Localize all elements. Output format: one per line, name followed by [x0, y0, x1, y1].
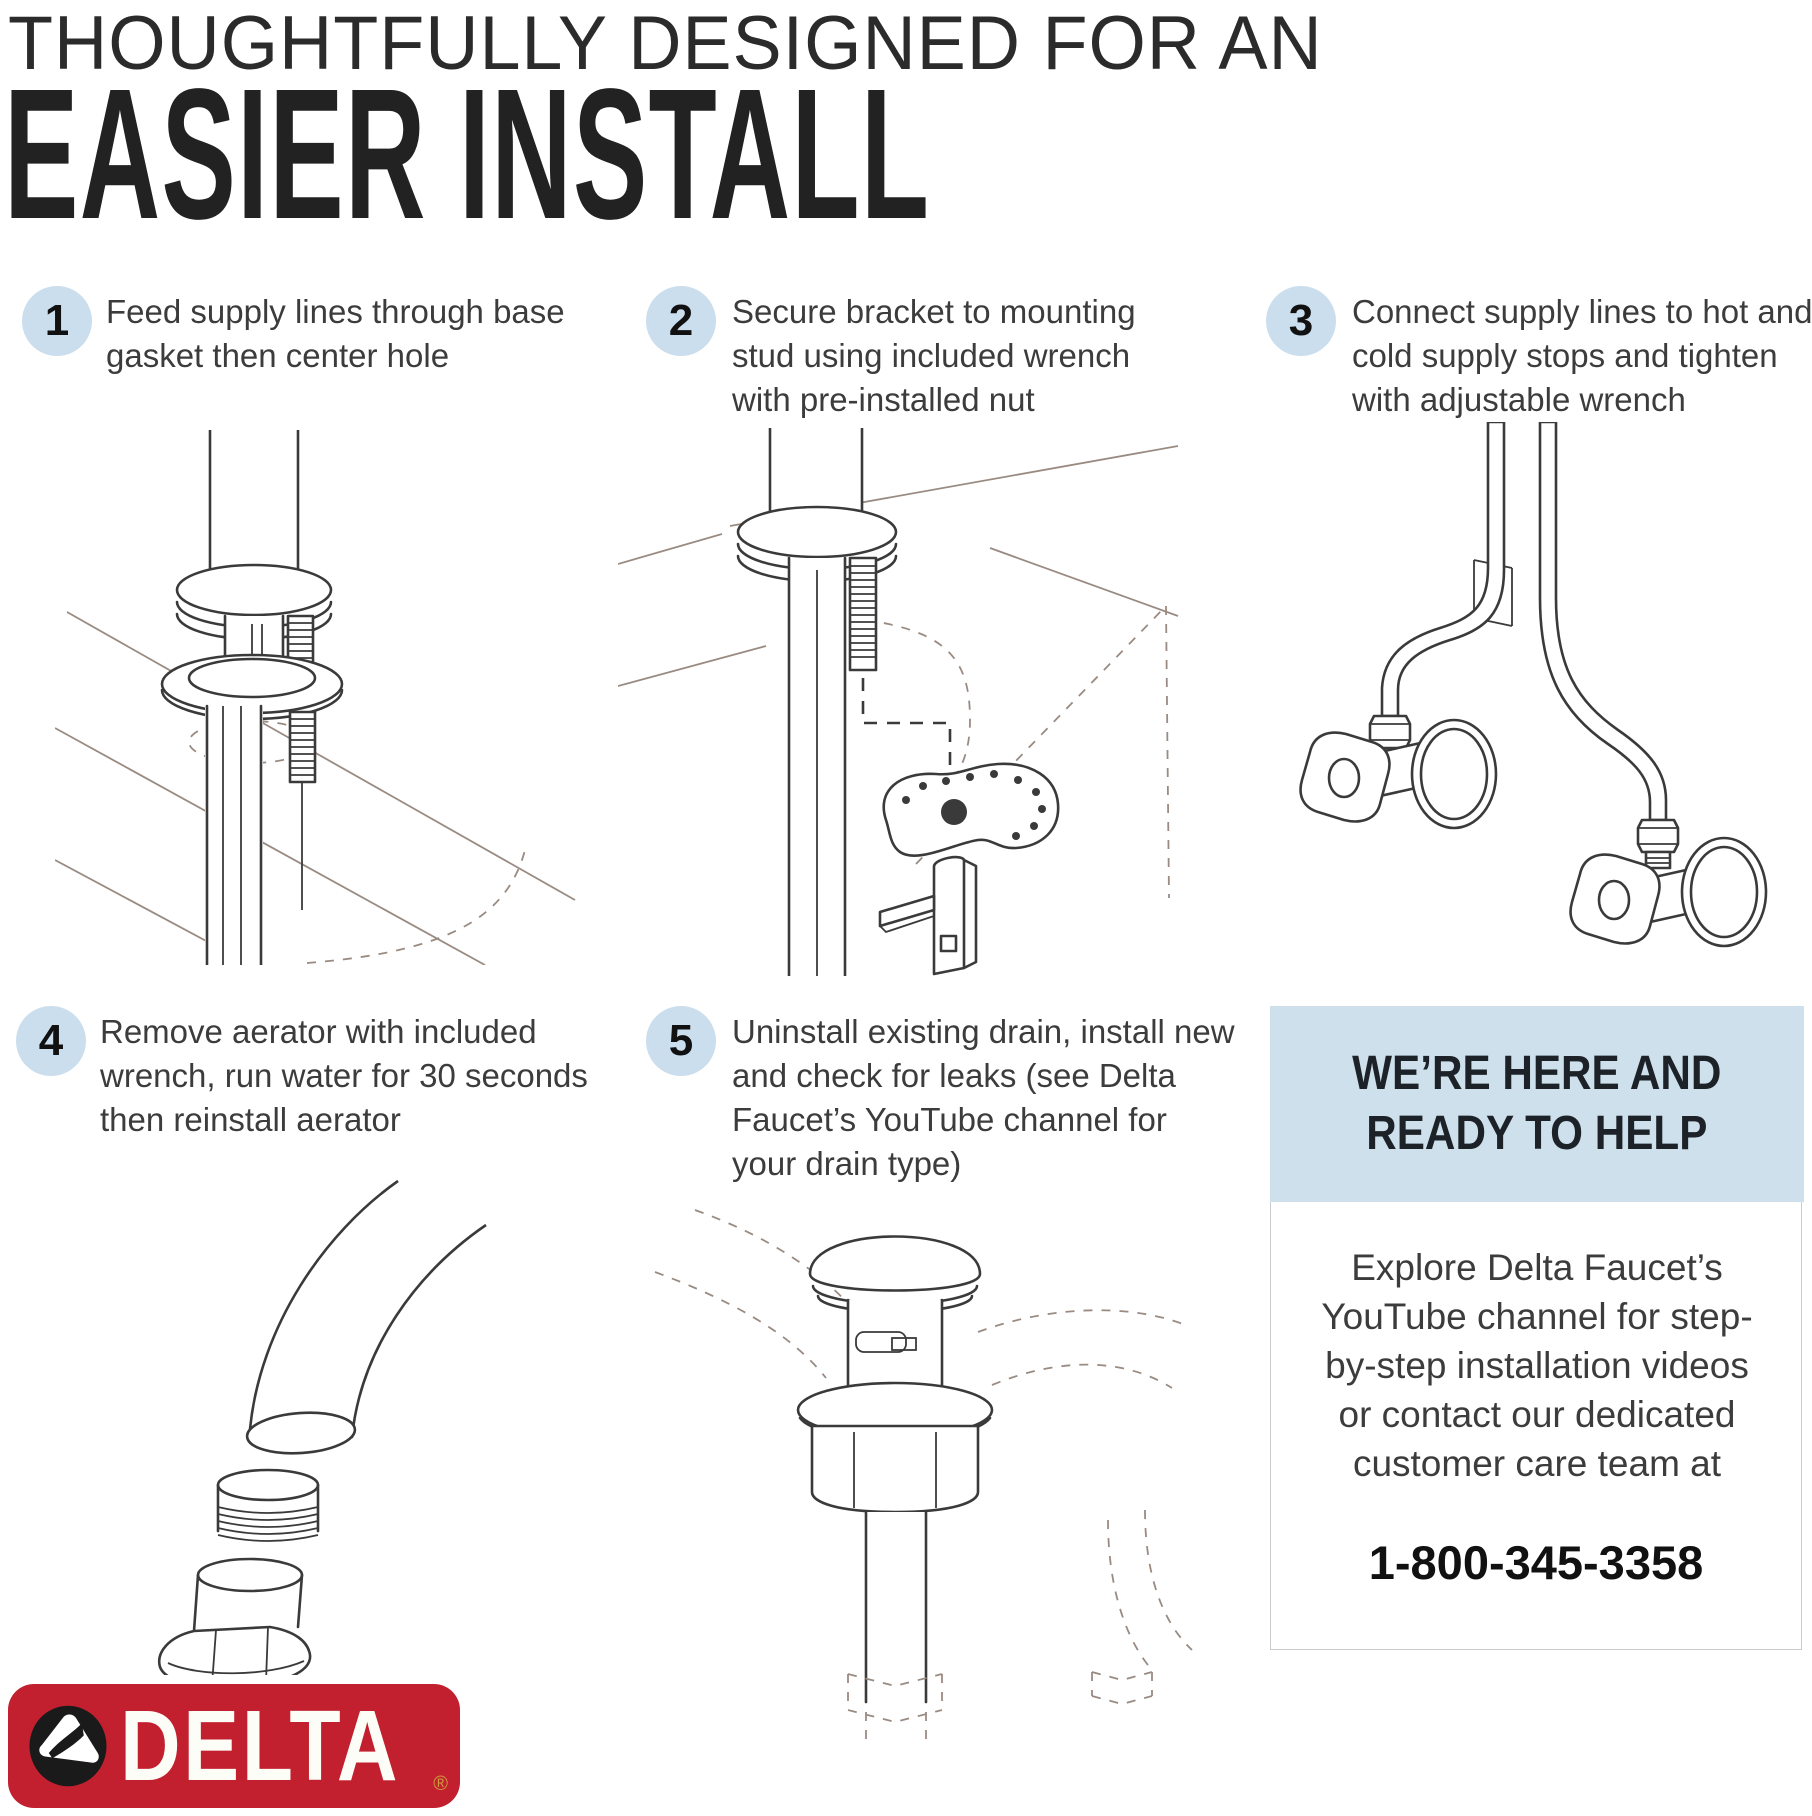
step-4-badge	[16, 1006, 86, 1076]
step-5-number: 5	[668, 1016, 694, 1065]
step-3-illustration-supply-stops	[1222, 422, 1812, 982]
delta-logo-text: DELTA	[120, 1689, 401, 1802]
step-5-badge	[646, 1006, 716, 1076]
step-2-number: 2	[668, 296, 694, 345]
help-box	[1270, 1006, 1802, 1650]
step-5-text: Uninstall existing drain, install new and check for leaks (see Delta Faucet’s YouTube channel for your drain type)	[732, 1013, 1235, 1182]
step-2-badge	[646, 286, 716, 356]
step-1-number: 1	[44, 296, 70, 345]
help-title-line2: READY TO HELP	[1366, 1107, 1708, 1160]
step-1-text: Feed supply lines through base gasket then center hole	[106, 293, 565, 374]
step-3-number: 3	[1288, 296, 1314, 345]
step-4-text: Remove aerator with included wrench, run water for 30 seconds then reinstall aerator	[100, 1013, 588, 1138]
help-box-header	[1270, 1006, 1804, 1202]
step-2-text: Secure bracket to mounting stud using included wrench with pre-installed nut	[732, 293, 1136, 418]
step-1-badge	[22, 286, 92, 356]
step-1-illustration-faucet-base-gasket	[55, 430, 580, 965]
step-4-number: 4	[38, 1016, 64, 1065]
delta-triangle-icon	[26, 1704, 110, 1788]
step-3-text: Connect supply lines to hot and cold supply stops and tighten with adjustable wrench	[1352, 293, 1812, 418]
step-2-illustration-bracket-wrench	[618, 428, 1183, 976]
help-body-text: Explore Delta Faucet’s YouTube channel for step-by-step installation videos or contact our dedicated customer care team at	[1321, 1247, 1753, 1484]
step-4-illustration-spout-aerator	[98, 1175, 578, 1675]
delta-logo	[8, 1684, 460, 1808]
help-phone-number: 1-800-345-3358	[1368, 1536, 1704, 1589]
registered-trademark-icon: ®	[433, 1773, 448, 1795]
step-5-illustration-drain-assembly	[640, 1180, 1200, 1745]
step-3-badge	[1266, 286, 1336, 356]
headline-title: EASIER INSTALL	[4, 51, 931, 258]
help-title-line1: WE’RE HERE AND	[1352, 1047, 1722, 1100]
headline-kicker: THOUGHTFULLY DESIGNED FOR AN	[8, 1, 1323, 86]
